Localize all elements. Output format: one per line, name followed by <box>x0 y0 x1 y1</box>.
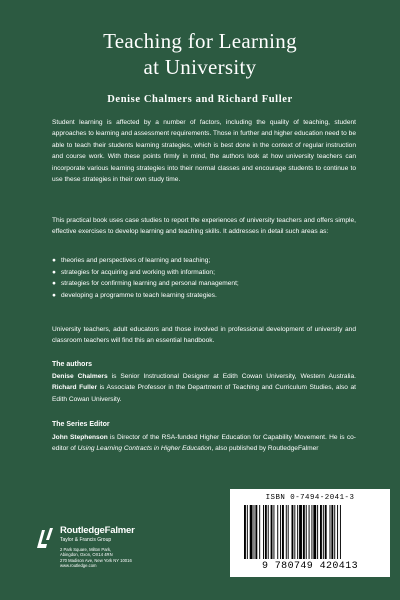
bullet-icon: ● <box>52 257 56 264</box>
list-item: ● developing a programme to teach learning strategies. <box>52 290 356 302</box>
isbn-barcode <box>230 489 390 577</box>
bullet-icon: ● <box>52 280 56 288</box>
title-line-2: at University <box>143 55 257 79</box>
publisher-group: Taylor & Francis Group <box>60 537 112 543</box>
authors-heading: The authors <box>52 361 93 368</box>
description-paragraph-3: University teachers, adult educators and those involved in professional development of university and classroom teachers will find this an essential handbook. <box>52 326 356 345</box>
book-title <box>0 28 400 80</box>
list-item: ● theories and perspectives of learning and teaching; <box>52 255 356 267</box>
bullet-icon: ● <box>52 291 56 299</box>
description-paragraph-1: Student learning is affected by a number of factors, including the quality of teaching, student approaches to learning and assessment requirements. Those in further and higher education need to be able to teach their students learning strategies, which is best done in the context of regular instruction and course work. With these points firmly in mind, the authors look at how university teachers can incorporate various learning strategies into their normal classes and encourage students to continue to use these strategies in their own study time. <box>52 119 356 184</box>
topic-list <box>52 255 356 301</box>
description-paragraph-2: This practical book uses case studies to report the experiences of university teachers and offers simple, effective exercises to develop learning and teaching skills. It addresses in detail such areas as: <box>52 217 356 236</box>
barcode-bars <box>244 505 376 559</box>
series-editor-heading: The Series Editor <box>52 421 110 428</box>
list-item: ● strategies for confirming learning and personal management; <box>52 278 356 290</box>
authors-bio: Denise Chalmers is Senior Instructional Designer at Edith Cowan University, Western Australia. Richard Fuller is Associate Professor in the Department of Teaching and Curriculum Studies, also at Edith Cowan University. <box>52 373 356 403</box>
barcode-number: 9 780749 420413 <box>261 561 358 572</box>
bullet-icon: ● <box>52 268 56 276</box>
publisher-name: RoutledgeFalmer <box>60 525 135 536</box>
publisher-address: 2 Park Square, Milton Park, Abingdon, Oxon, OX14 4RN 270 Madison Ave, New York NY 10016 www.routledge.com <box>60 547 132 569</box>
routledgefalmer-logo-icon <box>34 526 56 550</box>
title-line-1: Teaching for Learning <box>103 29 297 53</box>
list-item: ● strategies for acquiring and working with information; <box>52 267 356 279</box>
series-editor-bio: John Stephenson is Director of the RSA-funded Higher Education for Capability Movement. He is co-editor of Using Learning Contracts in Higher Education, also published by RoutledgeFalmer <box>52 434 356 453</box>
publisher-logo <box>34 522 154 588</box>
authors-line: Denise Chalmers and Richard Fuller <box>107 94 293 105</box>
isbn-text: ISBN 0-7494-2041-3 <box>265 494 355 502</box>
